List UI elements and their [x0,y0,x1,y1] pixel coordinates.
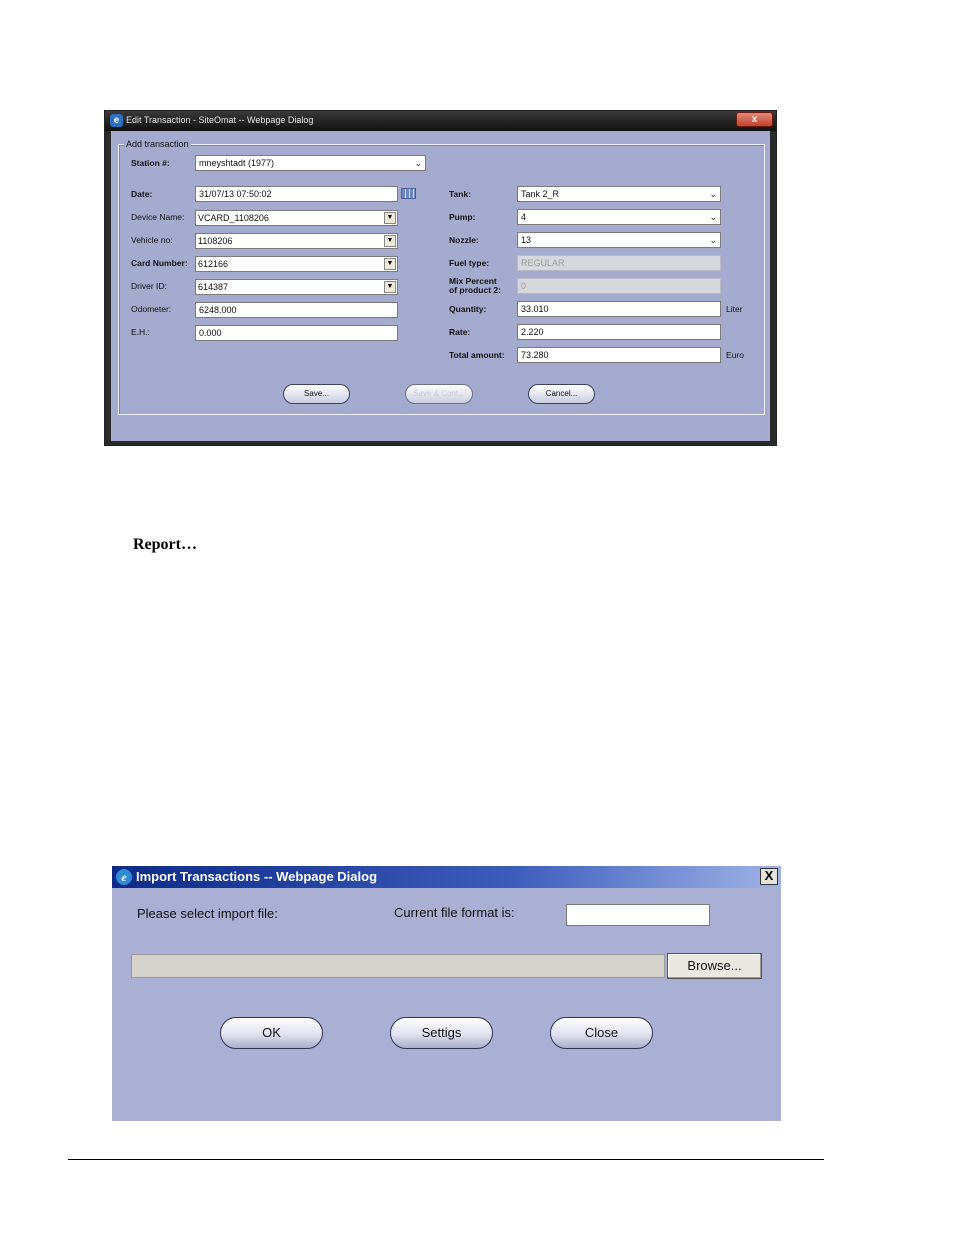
dropdown-arrow-icon[interactable]: ▼ [384,212,396,224]
device-name-label: Device Name: [131,212,185,222]
close-button[interactable]: Close [550,1017,653,1049]
odometer-input[interactable]: 6248.000 [195,302,398,318]
vehicle-no-combo[interactable] [195,233,398,249]
footer-divider [68,1159,824,1160]
file-format-input[interactable] [566,904,710,926]
station-select[interactable] [195,155,426,171]
report-heading: Report… [133,536,197,553]
pump-label: Pump: [449,212,476,222]
tank-select[interactable] [517,186,721,202]
group-legend: Add transaction [126,139,189,149]
station-label: Station #: [131,158,170,168]
close-icon[interactable]: x [736,112,773,127]
import-dialog-title: Import Transactions -- Webpage Dialog [136,869,378,884]
total-amount-input[interactable]: 73.280 [517,347,721,363]
edit-dialog-title: Edit Transaction - SiteOmat -- Webpage Dialog [126,115,314,125]
rate-label: Rate: [449,327,471,337]
chevron-down-icon: ⌄ [414,158,422,168]
odometer-label: Odometer: [131,304,172,314]
mix-percent-input: 0 [517,278,721,294]
quantity-unit: Liter [726,304,743,314]
date-label: Date: [131,189,153,199]
fuel-type-input: REGULAR [517,255,721,271]
dropdown-arrow-icon[interactable]: ▼ [384,281,396,293]
dropdown-arrow-icon[interactable]: ▼ [384,258,396,270]
ok-button[interactable]: OK [220,1017,323,1049]
chevron-down-icon: ⌄ [709,235,717,245]
edit-transaction-dialog [104,110,777,446]
save-continue-button[interactable]: Save & Cont... [405,384,473,404]
dropdown-arrow-icon[interactable]: ▼ [384,235,396,247]
driver-id-value: 614387 [198,282,229,292]
import-dialog-titlebar[interactable] [112,866,781,888]
card-number-combo[interactable] [195,256,398,272]
ie-browser-icon: e [110,114,123,127]
fuel-type-label: Fuel type: [449,258,490,268]
nozzle-select[interactable] [517,232,721,248]
mix-percent-label-line2: of product 2: [449,285,501,295]
file-path-input[interactable] [131,954,665,978]
driver-id-label: Driver ID: [131,281,167,291]
edit-dialog-titlebar[interactable] [105,111,776,131]
browse-button[interactable]: Browse... [667,953,762,979]
window-frame-bottom [105,441,776,445]
eh-label: E.H.: [131,327,150,337]
total-amount-label: Total amount: [449,350,505,360]
quantity-input[interactable]: 33.010 [517,301,721,317]
format-label: Current file format is: [394,905,515,920]
chevron-down-icon: ⌄ [709,189,717,199]
vehicle-no-label: Vehicle no: [131,235,173,245]
rate-input[interactable]: 2.220 [517,324,721,340]
quantity-label: Quantity: [449,304,487,314]
import-transactions-dialog [112,866,781,1121]
total-amount-unit: Euro [726,350,744,360]
driver-id-combo[interactable] [195,279,398,295]
nozzle-label: Nozzle: [449,235,479,245]
card-number-label: Card Number: [131,258,188,268]
tank-select-value: Tank 2_R [521,189,560,199]
pump-select[interactable] [517,209,721,225]
save-button[interactable]: Save... [283,384,350,404]
card-number-value: 612166 [198,259,229,269]
device-name-combo[interactable] [195,210,398,226]
pump-select-value: 4 [521,212,527,222]
tank-label: Tank: [449,189,472,199]
eh-input[interactable]: 0.000 [195,325,398,341]
window-frame-left [105,131,111,445]
mix-percent-label-line1: Mix Percent [449,276,497,286]
station-select-value: mneyshtadt (1977) [199,158,275,168]
date-input[interactable]: 31/07/13 07:50:02 [195,186,398,202]
cancel-button[interactable]: Cancel... [528,384,595,404]
calendar-icon[interactable] [401,188,416,199]
chevron-down-icon: ⌄ [709,212,717,222]
ie-browser-icon: e [116,869,132,885]
vehicle-no-value: 1108206 [198,236,233,246]
device-name-value: VCARD_1108206 [198,213,269,223]
window-frame-right [770,131,776,445]
mix-percent-label [449,277,501,295]
settings-button[interactable]: Settigs [390,1017,493,1049]
nozzle-select-value: 13 [521,235,532,245]
close-icon[interactable]: X [760,868,778,885]
select-file-label: Please select import file: [137,906,278,921]
